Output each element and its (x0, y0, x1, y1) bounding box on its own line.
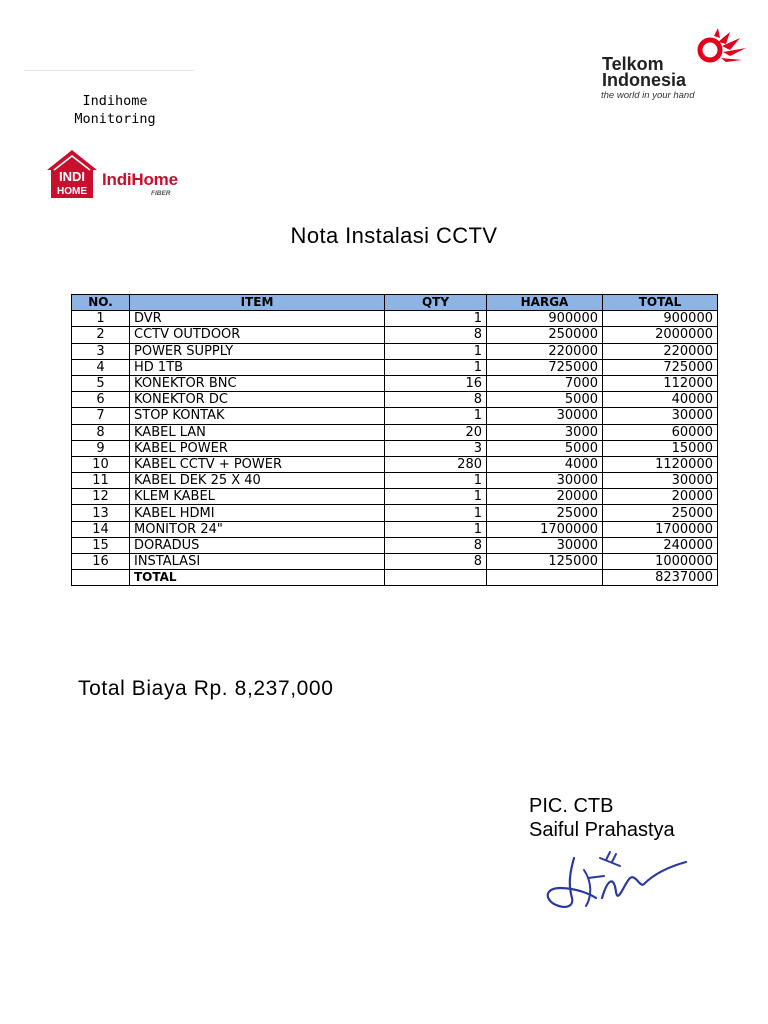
row-qty-cell: 8 (385, 327, 487, 343)
table-row (72, 343, 718, 359)
row-qty-cell: 1 (385, 521, 487, 537)
row-qty-cell: 1 (385, 343, 487, 359)
row-no-cell: 16 (72, 554, 130, 570)
row-no-cell: 4 (72, 359, 130, 375)
row-harga-cell: 900000 (487, 311, 603, 327)
row-item-cell: INSTALASI (130, 554, 385, 570)
total-row-qty-cell (385, 570, 487, 586)
table-row (72, 489, 718, 505)
row-harga-cell: 3000 (487, 424, 603, 440)
row-total-cell: 1120000 (603, 456, 718, 472)
row-total-cell: 30000 (603, 473, 718, 489)
row-qty-cell: 1 (385, 408, 487, 424)
table-row (72, 505, 718, 521)
row-qty-cell: 8 (385, 537, 487, 553)
table-row (72, 473, 718, 489)
row-item-cell: KONEKTOR DC (130, 392, 385, 408)
row-harga-cell: 4000 (487, 456, 603, 472)
row-harga-cell: 125000 (487, 554, 603, 570)
indihome-badge-line-1: INDI (59, 169, 85, 184)
total-row-value: 8237000 (603, 570, 718, 586)
row-harga-cell: 30000 (487, 537, 603, 553)
row-qty-cell: 8 (385, 392, 487, 408)
total-row-harga-cell (487, 570, 603, 586)
row-harga-cell: 5000 (487, 440, 603, 456)
indihome-wordmark: IndiHome (102, 170, 178, 189)
row-item-cell: KABEL LAN (130, 424, 385, 440)
telkom-wordmark (602, 56, 686, 88)
invoice-table (71, 294, 718, 586)
table-row (72, 408, 718, 424)
column-header-qty: QTY (385, 295, 487, 311)
row-item-cell: POWER SUPPLY (130, 343, 385, 359)
row-qty-cell: 1 (385, 489, 487, 505)
row-harga-cell: 30000 (487, 473, 603, 489)
row-item-cell: CCTV OUTDOOR (130, 327, 385, 343)
total-row-no-cell (72, 570, 130, 586)
table-row (72, 327, 718, 343)
row-item-cell: KABEL POWER (130, 440, 385, 456)
column-header-harga: HARGA (487, 295, 603, 311)
row-no-cell: 13 (72, 505, 130, 521)
row-no-cell: 15 (72, 537, 130, 553)
row-item-cell: KLEM KABEL (130, 489, 385, 505)
document-title: Nota Instalasi CCTV (290, 223, 498, 248)
column-header-no: NO. (72, 295, 130, 311)
row-item-cell: DVR (130, 311, 385, 327)
indihome-fiber-label: FIBER (151, 190, 171, 197)
row-harga-cell: 7000 (487, 375, 603, 391)
indihome-badge-line-2: HOME (57, 186, 87, 197)
row-no-cell: 6 (72, 392, 130, 408)
row-no-cell: 14 (72, 521, 130, 537)
row-no-cell: 3 (72, 343, 130, 359)
row-harga-cell: 5000 (487, 392, 603, 408)
row-harga-cell: 20000 (487, 489, 603, 505)
row-qty-cell: 16 (385, 375, 487, 391)
header-divider (24, 70, 194, 71)
table-row (72, 537, 718, 553)
table-row (72, 456, 718, 472)
table-row (72, 359, 718, 375)
table-row (72, 392, 718, 408)
invoice-table-wrapper (71, 294, 718, 586)
row-no-cell: 8 (72, 424, 130, 440)
row-item-cell: KABEL DEK 25 X 40 (130, 473, 385, 489)
row-total-cell: 725000 (603, 359, 718, 375)
row-qty-cell: 3 (385, 440, 487, 456)
row-item-cell: HD 1TB (130, 359, 385, 375)
row-no-cell: 5 (72, 375, 130, 391)
row-total-cell: 900000 (603, 311, 718, 327)
total-row-label: TOTAL (130, 570, 385, 586)
row-total-cell: 40000 (603, 392, 718, 408)
monitoring-label (60, 92, 170, 128)
telkom-line-2: Indonesia (602, 70, 687, 90)
row-total-cell: 220000 (603, 343, 718, 359)
telkom-sun-icon (690, 28, 754, 68)
monitoring-line-1: Indihome (82, 93, 148, 109)
signature-image (540, 848, 690, 914)
table-header-row (72, 295, 718, 311)
row-item-cell: MONITOR 24" (130, 521, 385, 537)
indihome-logo (44, 146, 186, 200)
row-total-cell: 2000000 (603, 327, 718, 343)
row-no-cell: 2 (72, 327, 130, 343)
row-harga-cell: 220000 (487, 343, 603, 359)
row-item-cell: KONEKTOR BNC (130, 375, 385, 391)
row-total-cell: 1700000 (603, 521, 718, 537)
row-total-cell: 30000 (603, 408, 718, 424)
column-header-total: TOTAL (603, 295, 718, 311)
column-header-item: ITEM (130, 295, 385, 311)
row-total-cell: 240000 (603, 537, 718, 553)
row-harga-cell: 30000 (487, 408, 603, 424)
row-no-cell: 1 (72, 311, 130, 327)
table-row (72, 440, 718, 456)
row-harga-cell: 25000 (487, 505, 603, 521)
row-qty-cell: 1 (385, 505, 487, 521)
telkom-tagline: the world in your hand (601, 90, 695, 101)
table-total-row (72, 570, 718, 586)
row-total-cell: 15000 (603, 440, 718, 456)
row-item-cell: KABEL CCTV + POWER (130, 456, 385, 472)
row-total-cell: 60000 (603, 424, 718, 440)
row-harga-cell: 1700000 (487, 521, 603, 537)
row-no-cell: 10 (72, 456, 130, 472)
table-row (72, 424, 718, 440)
row-no-cell: 12 (72, 489, 130, 505)
total-biaya: Total Biaya Rp. 8,237,000 (78, 677, 334, 700)
row-item-cell: KABEL HDMI (130, 505, 385, 521)
row-qty-cell: 1 (385, 311, 487, 327)
pic-name: Saiful Prahastya (529, 819, 675, 841)
row-qty-cell: 20 (385, 424, 487, 440)
table-row (72, 521, 718, 537)
table-body (72, 311, 718, 570)
row-harga-cell: 725000 (487, 359, 603, 375)
table-row (72, 311, 718, 327)
row-qty-cell: 1 (385, 473, 487, 489)
telkom-line-1: Telkom (602, 54, 664, 74)
pic-block (529, 794, 675, 842)
table-row (72, 554, 718, 570)
table-row (72, 375, 718, 391)
row-item-cell: DORADUS (130, 537, 385, 553)
row-no-cell: 9 (72, 440, 130, 456)
monitoring-line-2: Monitoring (74, 111, 156, 127)
row-total-cell: 1000000 (603, 554, 718, 570)
row-total-cell: 112000 (603, 375, 718, 391)
row-no-cell: 11 (72, 473, 130, 489)
row-total-cell: 25000 (603, 505, 718, 521)
row-total-cell: 20000 (603, 489, 718, 505)
row-qty-cell: 280 (385, 456, 487, 472)
telkom-indonesia-logo (598, 28, 758, 106)
pic-role: PIC. CTB (529, 795, 614, 817)
indihome-house-icon (44, 146, 100, 200)
row-qty-cell: 8 (385, 554, 487, 570)
row-harga-cell: 250000 (487, 327, 603, 343)
row-no-cell: 7 (72, 408, 130, 424)
row-qty-cell: 1 (385, 359, 487, 375)
row-item-cell: STOP KONTAK (130, 408, 385, 424)
